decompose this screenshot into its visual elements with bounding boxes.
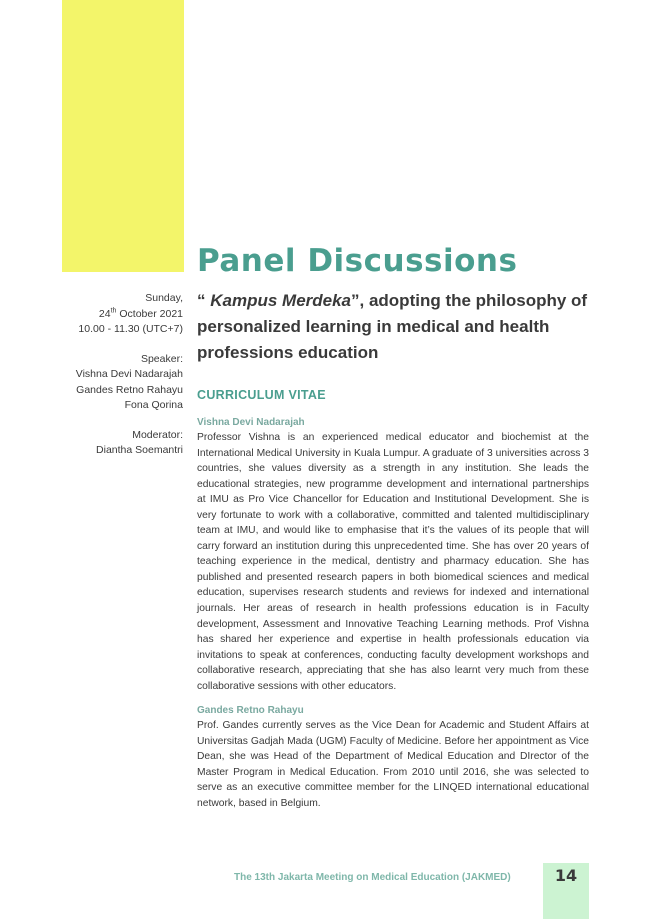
speakers-block bbox=[20, 352, 183, 414]
speaker-name: Gandes Retno Rahayu bbox=[76, 383, 183, 396]
session-date-day: 24 bbox=[98, 307, 111, 320]
moderator-block bbox=[20, 428, 183, 459]
subtitle-italic: Kampus Merdeka bbox=[210, 291, 352, 310]
person-name: Vishna Devi Nadarajah bbox=[197, 417, 305, 428]
speaker-name: Fona Qorina bbox=[124, 399, 183, 411]
person-name: Gandes Retno Rahayu bbox=[197, 705, 304, 717]
person-bio: Professor Vishna is an experienced medical educator and biochemist at the International Medical University in Kuala Lumpur. A graduate of 3 universities across 3 countries, she values diversity as a strength in any institution. She leads the educational strategies, new programme development and international partnerships at IMU as Pro Vice Chancellor for Education and Institutional Development. She is very fortunate to work with a collaborative, committed and talented multidisciplinary team at IMU, and would like to emphasise that it’s the values of its people that will carry forward an institution during this unprecedented time. She has over 20 years of teaching experience in the medical, dentistry and pharmacy education. She has published and presented research papers in both biomedical sciences and medical education, supervises research students and reviews for indexed and international journals. Her areas of research in health professions education is in Faculty development, Assessment and Innovative Teaching Learning methods. Prof Vishna has shared her experience and expertise in health professionals education via invitations to speak at conferences, conducting faculty development workshops and collaborative research, appreciating that she has also learnt very much from these collaborative sessions with other educators. bbox=[197, 432, 589, 692]
session-date-month-year: October 2021 bbox=[116, 307, 183, 320]
moderator-label: Moderator: bbox=[132, 428, 183, 441]
page-number: 14 bbox=[554, 866, 578, 885]
moderator-name: Diantha Soemantri bbox=[96, 444, 183, 456]
session-date-block bbox=[20, 291, 183, 338]
person-bio: Prof. Gandes currently serves as the Vice Dean for Academic and Student Affairs at Universitas Gadjah Mada (UGM) Faculty of Medicine. Before her appointment as Vice Dean, she was Head of the Department of Medical Education and DIrector of the Master Program in Medical Education. From 2010 until 2016, she was selected to serve as an executive committee member for the LINQED international educational network, based in Belgium. bbox=[197, 720, 589, 810]
session-info-sidebar bbox=[20, 291, 183, 473]
cv-content bbox=[197, 415, 589, 821]
session-subtitle bbox=[197, 288, 597, 366]
subtitle-rest: ”, adopting the philosophy of personalized learning in medical and health professions education bbox=[197, 291, 588, 362]
page-number-box bbox=[543, 863, 589, 919]
session-weekday: Sunday, bbox=[145, 292, 183, 304]
session-date bbox=[20, 307, 183, 323]
yellow-decorative-block bbox=[62, 0, 184, 272]
subtitle-open-quote: “ bbox=[197, 291, 211, 310]
session-date-suffix: th bbox=[110, 307, 117, 314]
speaker-label: Speaker: bbox=[140, 352, 183, 365]
page-title: Panel Discussions bbox=[197, 243, 518, 279]
footer-event-name: The 13th Jakarta Meeting on Medical Education (JAKMED) bbox=[234, 872, 511, 883]
session-time: 10.00 - 11.30 (UTC+7) bbox=[78, 323, 183, 335]
speaker-name: Vishna Devi Nadarajah bbox=[75, 368, 183, 380]
cv-heading: CURRICULUM VITAE bbox=[197, 388, 326, 402]
